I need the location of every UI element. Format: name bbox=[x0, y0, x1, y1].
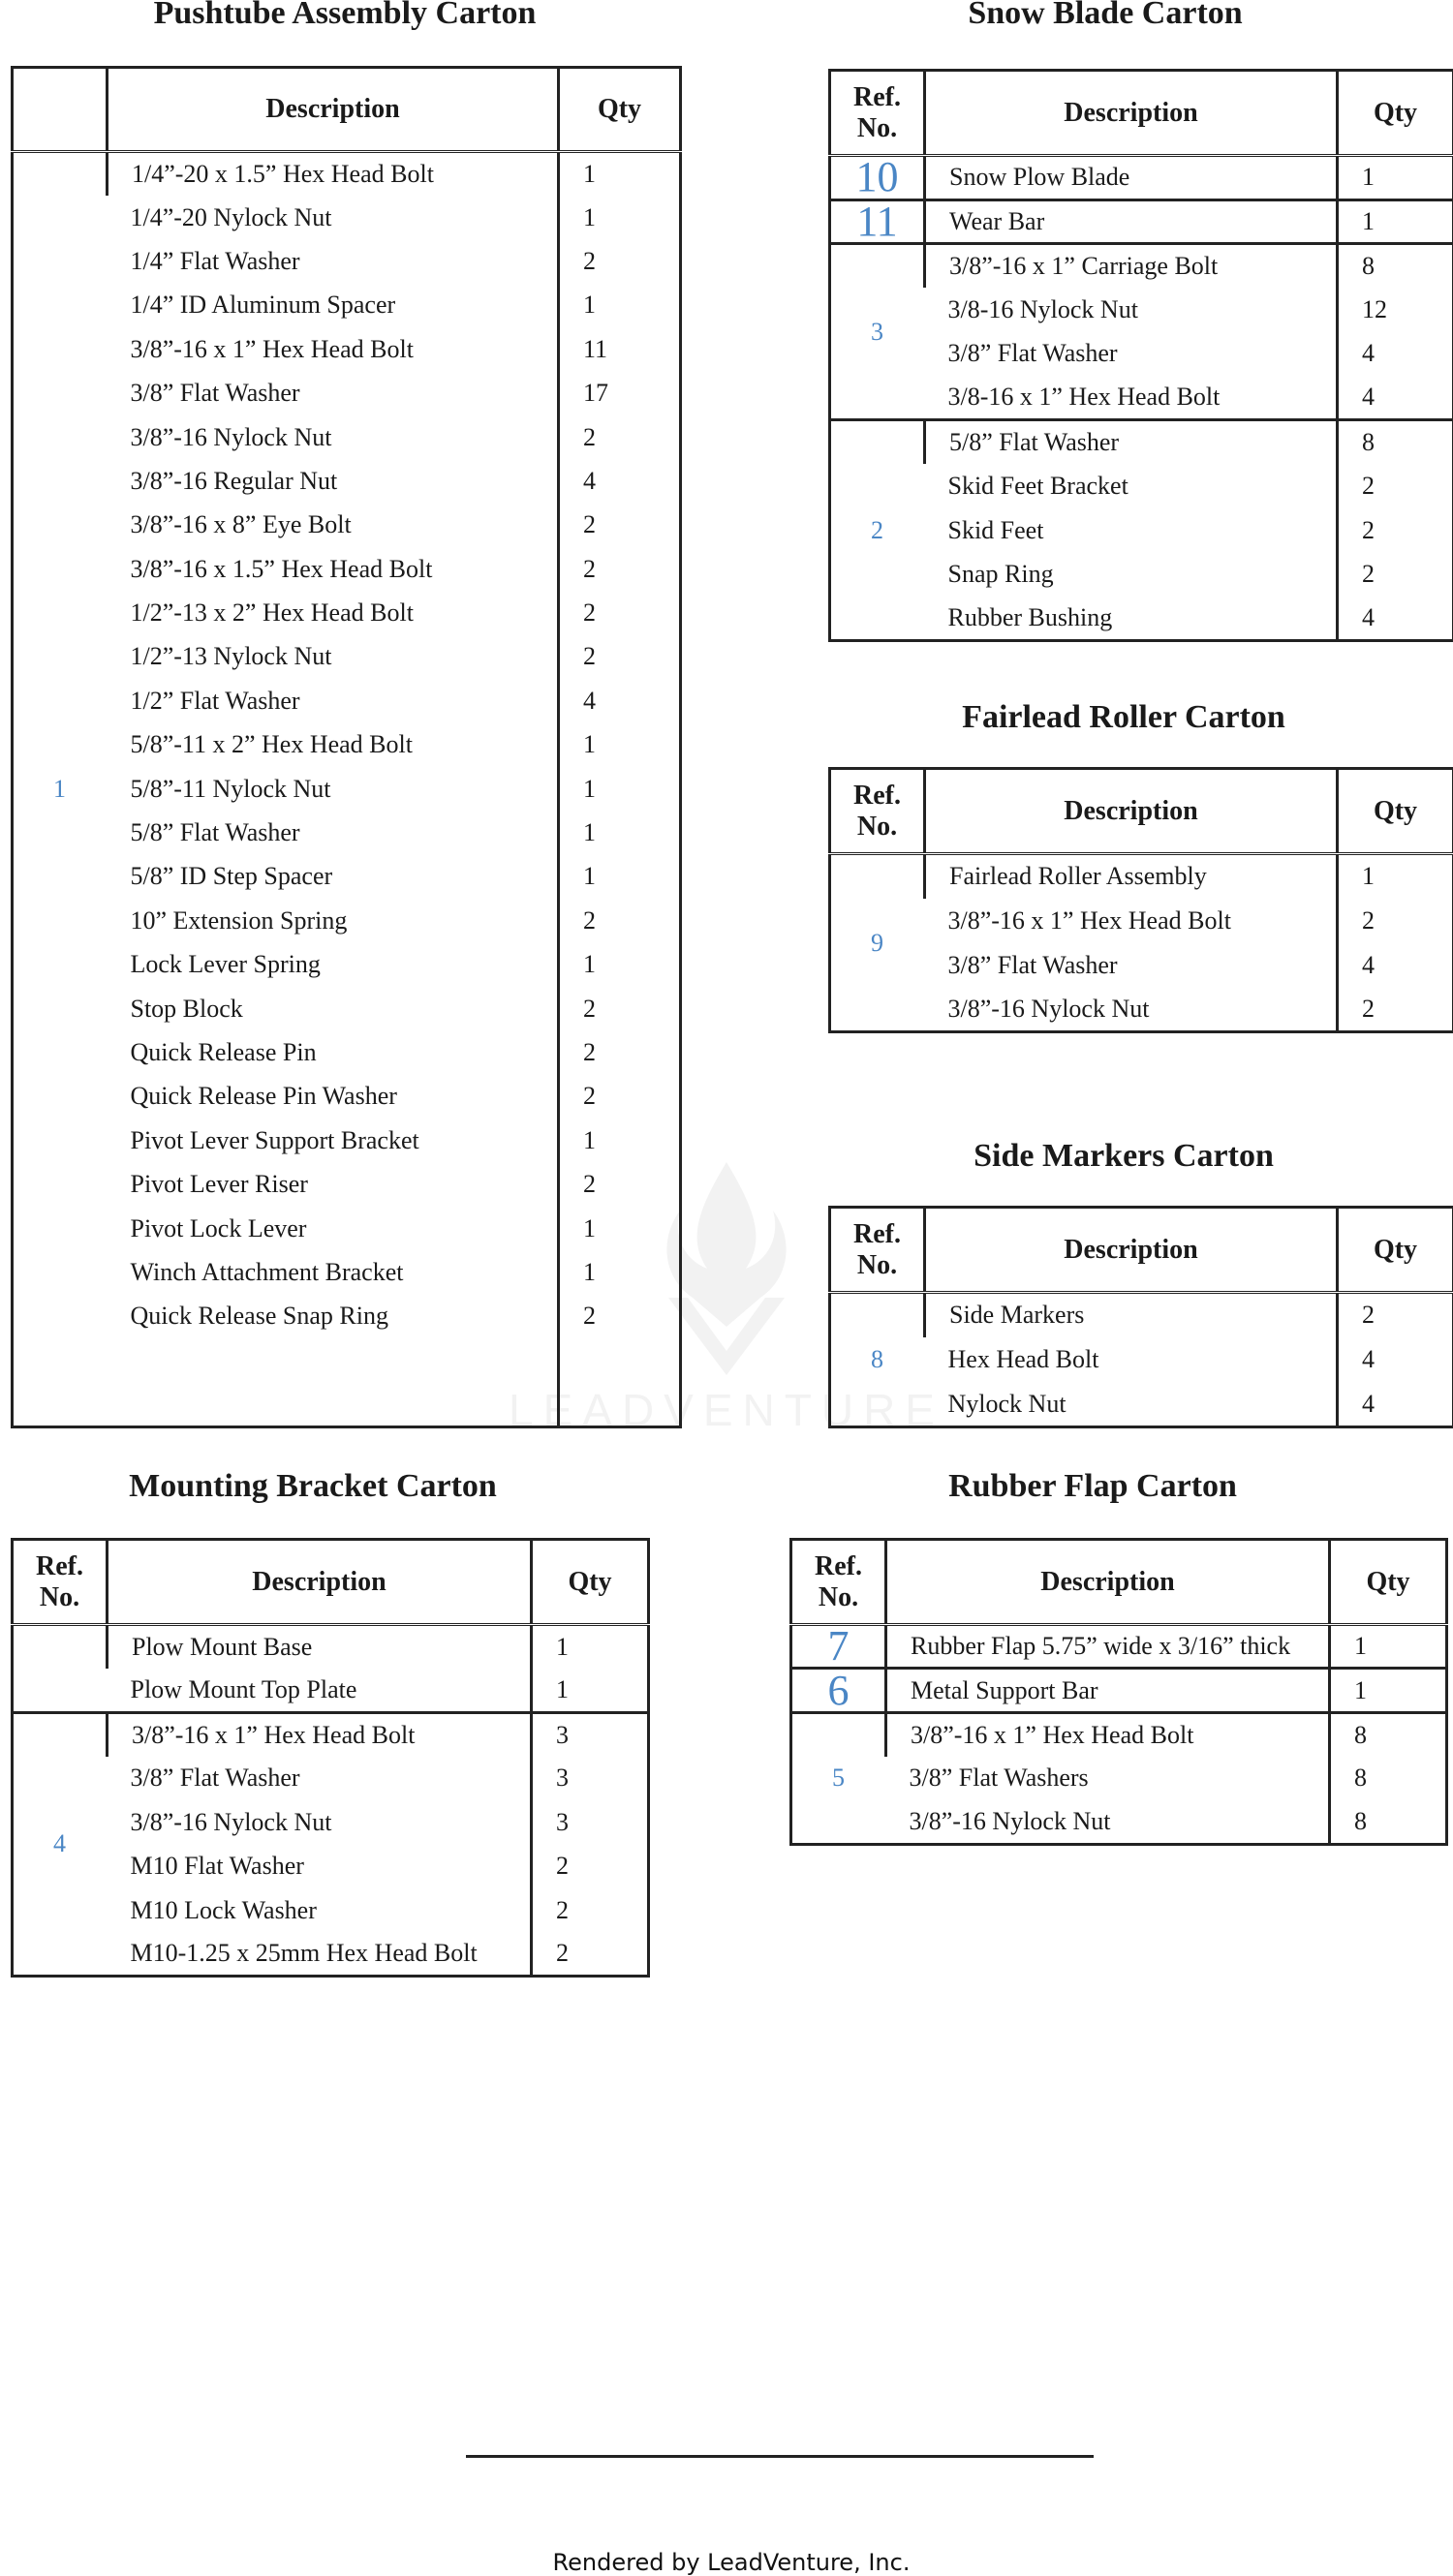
table-row bbox=[13, 415, 681, 459]
ref-number: 5 bbox=[791, 1712, 886, 1844]
table-row bbox=[791, 1669, 1447, 1712]
part-qty: 2 bbox=[559, 415, 681, 459]
table-row bbox=[830, 199, 1453, 244]
table-row bbox=[13, 679, 681, 722]
part-qty: 1 bbox=[1338, 156, 1453, 200]
part-qty: 17 bbox=[559, 371, 681, 414]
table-row bbox=[830, 244, 1453, 289]
part-qty: 4 bbox=[1338, 332, 1453, 377]
table-row bbox=[13, 723, 681, 767]
part-description: Nylock Nut bbox=[925, 1382, 1338, 1426]
table-row bbox=[13, 1250, 681, 1294]
part-qty: 2 bbox=[559, 987, 681, 1030]
part-qty: 8 bbox=[1330, 1800, 1447, 1844]
part-qty: 8 bbox=[1338, 244, 1453, 289]
part-qty: 8 bbox=[1330, 1757, 1447, 1800]
qty-column-header: Qty bbox=[1338, 769, 1453, 854]
part-qty: 1 bbox=[532, 1625, 649, 1669]
rubber-flap-carton-title: Rubber Flap Carton bbox=[948, 1467, 1237, 1506]
description-column-header: Description bbox=[925, 769, 1338, 854]
part-qty: 1 bbox=[559, 943, 681, 987]
part-description: 3/8”-16 Regular Nut bbox=[108, 459, 559, 503]
table-row bbox=[13, 152, 681, 196]
part-description: Lock Lever Spring bbox=[108, 943, 559, 987]
description-column-header: Description bbox=[108, 1540, 532, 1625]
table-row bbox=[13, 1844, 649, 1887]
ref-column-header: Ref. No. bbox=[13, 1540, 108, 1625]
rubber-flap-parts-table bbox=[789, 1538, 1448, 1846]
mounting-bracket-carton-title: Mounting Bracket Carton bbox=[129, 1467, 497, 1506]
part-description: Skid Feet bbox=[925, 508, 1338, 553]
part-qty: 1 bbox=[559, 723, 681, 767]
part-description: 3/8”-16 Nylock Nut bbox=[886, 1800, 1330, 1844]
part-qty: 1 bbox=[559, 152, 681, 196]
table-row bbox=[791, 1712, 1447, 1756]
table-row bbox=[13, 1075, 681, 1119]
part-qty: 4 bbox=[559, 459, 681, 503]
part-qty: 2 bbox=[532, 1932, 649, 1976]
part-description: 3/8-16 Nylock Nut bbox=[925, 288, 1338, 332]
part-description: Quick Release Pin Washer bbox=[108, 1075, 559, 1119]
qty-column-header: Qty bbox=[1330, 1540, 1447, 1625]
part-description: 3/8” Flat Washer bbox=[925, 332, 1338, 377]
ref-column-header: Ref. No. bbox=[830, 1208, 925, 1293]
pushtube-parts-body bbox=[13, 152, 681, 1427]
table-row bbox=[830, 1293, 1453, 1337]
part-description: 5/8” Flat Washer bbox=[108, 811, 559, 854]
ref-number: 10 bbox=[830, 156, 925, 200]
qty-column-header: Qty bbox=[1338, 1208, 1453, 1293]
part-description: Quick Release Pin bbox=[108, 1030, 559, 1074]
part-description: M10-1.25 x 25mm Hex Head Bolt bbox=[108, 1932, 532, 1976]
part-qty: 3 bbox=[532, 1800, 649, 1844]
ref-number: 6 bbox=[791, 1669, 886, 1712]
part-qty: 11 bbox=[559, 327, 681, 371]
side-markers-carton-title: Side Markers Carton bbox=[974, 1137, 1274, 1176]
table-row bbox=[13, 1669, 649, 1712]
part-description: Fairlead Roller Assembly bbox=[925, 854, 1338, 899]
ref-number: 9 bbox=[830, 854, 925, 1032]
part-qty: 2 bbox=[532, 1888, 649, 1932]
snow-blade-carton-title: Snow Blade Carton bbox=[968, 0, 1242, 33]
part-description: 1/4”-20 Nylock Nut bbox=[108, 196, 559, 239]
part-description: 3/8”-16 x 1” Hex Head Bolt bbox=[886, 1712, 1330, 1756]
table-row bbox=[13, 987, 681, 1030]
part-description: 3/8”-16 x 8” Eye Bolt bbox=[108, 504, 559, 547]
ref-number: 3 bbox=[830, 244, 925, 420]
part-qty: 4 bbox=[1338, 1382, 1453, 1426]
table-row bbox=[13, 943, 681, 987]
part-description: 5/8” Flat Washer bbox=[925, 420, 1338, 465]
table-row bbox=[13, 591, 681, 634]
part-qty: 2 bbox=[1338, 552, 1453, 597]
description-column-header: Description bbox=[925, 1208, 1338, 1293]
ref-number: 4 bbox=[13, 1712, 108, 1976]
ref-number: 8 bbox=[830, 1293, 925, 1427]
description-column-header: Description bbox=[108, 68, 559, 152]
rubber-flap-parts-body bbox=[791, 1625, 1447, 1845]
ref-number bbox=[13, 1625, 108, 1713]
ref-number: 1 bbox=[13, 152, 108, 1427]
description-column-header: Description bbox=[925, 71, 1338, 156]
part-qty: 4 bbox=[1338, 1337, 1453, 1382]
part-description: 1/2”-13 Nylock Nut bbox=[108, 635, 559, 679]
ref-number: 2 bbox=[830, 420, 925, 641]
part-qty: 2 bbox=[1338, 899, 1453, 943]
part-qty: 2 bbox=[559, 1295, 681, 1338]
part-qty: 2 bbox=[559, 591, 681, 634]
part-description: M10 Flat Washer bbox=[108, 1844, 532, 1887]
fairlead-parts-body bbox=[830, 854, 1453, 1032]
part-description: 3/8”-16 Nylock Nut bbox=[108, 415, 559, 459]
part-description: 3/8”-16 x 1” Hex Head Bolt bbox=[108, 327, 559, 371]
part-description: Rubber Flap 5.75” wide x 3/16” thick bbox=[886, 1625, 1330, 1669]
table-row bbox=[791, 1625, 1447, 1669]
table-row bbox=[791, 1757, 1447, 1800]
qty-column-header: Qty bbox=[559, 68, 681, 152]
ref-number: 11 bbox=[830, 199, 925, 244]
table-row bbox=[13, 196, 681, 239]
ref-number: 7 bbox=[791, 1625, 886, 1669]
part-qty: 1 bbox=[1330, 1669, 1447, 1712]
part-description: 1/4”-20 x 1.5” Hex Head Bolt bbox=[108, 152, 559, 196]
part-qty: 1 bbox=[559, 1207, 681, 1250]
empty-row bbox=[13, 1338, 681, 1426]
part-description: 3/8”-16 x 1” Carriage Bolt bbox=[925, 244, 1338, 289]
part-qty: 2 bbox=[1338, 1293, 1453, 1337]
snow-blade-parts-table bbox=[828, 69, 1453, 642]
table-row bbox=[830, 156, 1453, 200]
footer-divider bbox=[466, 2455, 1094, 2458]
table-row bbox=[13, 1295, 681, 1338]
watermark-text: LEADVENTURE bbox=[509, 1385, 944, 1433]
part-qty: 2 bbox=[559, 635, 681, 679]
part-description: 3/8” Flat Washer bbox=[108, 371, 559, 414]
part-qty: 1 bbox=[1338, 854, 1453, 899]
part-qty: 2 bbox=[1338, 464, 1453, 508]
part-qty: 1 bbox=[559, 196, 681, 239]
table-row bbox=[13, 1712, 649, 1756]
part-qty: 2 bbox=[559, 899, 681, 942]
table-row bbox=[13, 504, 681, 547]
part-description: Pivot Lock Lever bbox=[108, 1207, 559, 1250]
part-qty: 1 bbox=[559, 855, 681, 899]
table-row bbox=[13, 855, 681, 899]
part-description: 3/8” Flat Washer bbox=[108, 1757, 532, 1800]
part-description: 3/8”-16 Nylock Nut bbox=[925, 988, 1338, 1032]
part-description: Skid Feet Bracket bbox=[925, 464, 1338, 508]
part-qty: 4 bbox=[559, 679, 681, 722]
table-row bbox=[13, 1625, 649, 1669]
table-row bbox=[13, 811, 681, 854]
footer-credit: Rendered by LeadVenture, Inc. bbox=[0, 2549, 1453, 2576]
part-qty: 2 bbox=[559, 1030, 681, 1074]
snow-blade-parts-body bbox=[830, 156, 1453, 641]
part-qty: 3 bbox=[532, 1712, 649, 1756]
part-description: Hex Head Bolt bbox=[925, 1337, 1338, 1382]
part-description: 1/4” Flat Washer bbox=[108, 239, 559, 283]
part-description: 5/8”-11 Nylock Nut bbox=[108, 767, 559, 811]
part-qty: 2 bbox=[559, 1075, 681, 1119]
part-description: Snow Plow Blade bbox=[925, 156, 1338, 200]
part-description: Pivot Lever Riser bbox=[108, 1162, 559, 1206]
part-description: Metal Support Bar bbox=[886, 1669, 1330, 1712]
part-description: 5/8”-11 x 2” Hex Head Bolt bbox=[108, 723, 559, 767]
table-row bbox=[13, 1800, 649, 1844]
part-qty: 8 bbox=[1338, 420, 1453, 465]
table-row bbox=[13, 1757, 649, 1800]
table-row bbox=[13, 1162, 681, 1206]
mounting-bracket-parts-table bbox=[11, 1538, 650, 1978]
table-row bbox=[13, 899, 681, 942]
table-row bbox=[13, 239, 681, 283]
table-row bbox=[13, 371, 681, 414]
table-row bbox=[13, 327, 681, 371]
table-row bbox=[13, 635, 681, 679]
ref-column-header: Ref. No. bbox=[830, 71, 925, 156]
part-description: M10 Lock Washer bbox=[108, 1888, 532, 1932]
part-description: 3/8”-16 x 1.5” Hex Head Bolt bbox=[108, 547, 559, 591]
part-qty: 1 bbox=[559, 1250, 681, 1294]
table-row bbox=[13, 547, 681, 591]
part-description: Side Markers bbox=[925, 1293, 1338, 1337]
qty-column-header: Qty bbox=[1338, 71, 1453, 156]
pushtube-parts-table bbox=[11, 66, 682, 1428]
table-row bbox=[13, 1030, 681, 1074]
table-row bbox=[13, 459, 681, 503]
ref-column-header: Ref. No. bbox=[830, 769, 925, 854]
part-qty: 4 bbox=[1338, 597, 1453, 641]
table-row bbox=[830, 854, 1453, 899]
table-row bbox=[13, 767, 681, 811]
part-description: 1/2” Flat Washer bbox=[108, 679, 559, 722]
table-row bbox=[830, 420, 1453, 465]
part-qty: 2 bbox=[559, 547, 681, 591]
side-markers-parts-table bbox=[828, 1206, 1453, 1428]
part-qty: 1 bbox=[559, 284, 681, 327]
part-qty: 1 bbox=[1338, 199, 1453, 244]
part-qty: 12 bbox=[1338, 288, 1453, 332]
part-qty: 2 bbox=[532, 1844, 649, 1887]
table-row bbox=[13, 1888, 649, 1932]
part-description: 3/8-16 x 1” Hex Head Bolt bbox=[925, 376, 1338, 420]
part-description: Snap Ring bbox=[925, 552, 1338, 597]
part-qty: 4 bbox=[1338, 376, 1453, 420]
part-description: 1/2”-13 x 2” Hex Head Bolt bbox=[108, 591, 559, 634]
part-qty: 2 bbox=[559, 239, 681, 283]
part-qty: 1 bbox=[559, 811, 681, 854]
part-qty: 1 bbox=[559, 767, 681, 811]
part-description: Rubber Bushing bbox=[925, 597, 1338, 641]
table-row bbox=[13, 1119, 681, 1162]
part-qty: 2 bbox=[559, 504, 681, 547]
part-qty: 2 bbox=[1338, 508, 1453, 553]
part-description: Winch Attachment Bracket bbox=[108, 1250, 559, 1294]
part-description: 3/8” Flat Washers bbox=[886, 1757, 1330, 1800]
part-description: 3/8”-16 x 1” Hex Head Bolt bbox=[925, 899, 1338, 943]
fairlead-parts-table bbox=[828, 767, 1453, 1033]
table-row bbox=[13, 284, 681, 327]
part-qty: 1 bbox=[559, 1119, 681, 1162]
part-qty: 4 bbox=[1338, 943, 1453, 988]
pushtube-carton-title: Pushtube Assembly Carton bbox=[154, 0, 537, 33]
table-row bbox=[13, 1207, 681, 1250]
fairlead-carton-title: Fairlead Roller Carton bbox=[962, 698, 1285, 737]
part-description: 10” Extension Spring bbox=[108, 899, 559, 942]
table-row bbox=[791, 1800, 1447, 1844]
part-qty: 1 bbox=[1330, 1625, 1447, 1669]
part-description: 5/8” ID Step Spacer bbox=[108, 855, 559, 899]
part-qty: 2 bbox=[1338, 988, 1453, 1032]
qty-column-header: Qty bbox=[532, 1540, 649, 1625]
part-description: 3/8”-16 x 1” Hex Head Bolt bbox=[108, 1712, 532, 1756]
part-qty: 1 bbox=[532, 1669, 649, 1712]
part-qty: 8 bbox=[1330, 1712, 1447, 1756]
part-description: Stop Block bbox=[108, 987, 559, 1030]
part-description: Plow Mount Base bbox=[108, 1625, 532, 1669]
part-qty: 2 bbox=[559, 1162, 681, 1206]
part-description: Wear Bar bbox=[925, 199, 1338, 244]
table-row bbox=[13, 1932, 649, 1976]
part-description: Pivot Lever Support Bracket bbox=[108, 1119, 559, 1162]
ref-column-header: Ref. No. bbox=[791, 1540, 886, 1625]
part-qty: 3 bbox=[532, 1757, 649, 1800]
part-description: 1/4” ID Aluminum Spacer bbox=[108, 284, 559, 327]
mounting-bracket-parts-body bbox=[13, 1625, 649, 1977]
part-description: Quick Release Snap Ring bbox=[108, 1295, 559, 1338]
description-column-header: Description bbox=[886, 1540, 1330, 1625]
part-description: Plow Mount Top Plate bbox=[108, 1669, 532, 1712]
part-description: 3/8” Flat Washer bbox=[925, 943, 1338, 988]
ref-column-header bbox=[13, 68, 108, 152]
part-description: 3/8”-16 Nylock Nut bbox=[108, 1800, 532, 1844]
side-markers-parts-body bbox=[830, 1293, 1453, 1427]
